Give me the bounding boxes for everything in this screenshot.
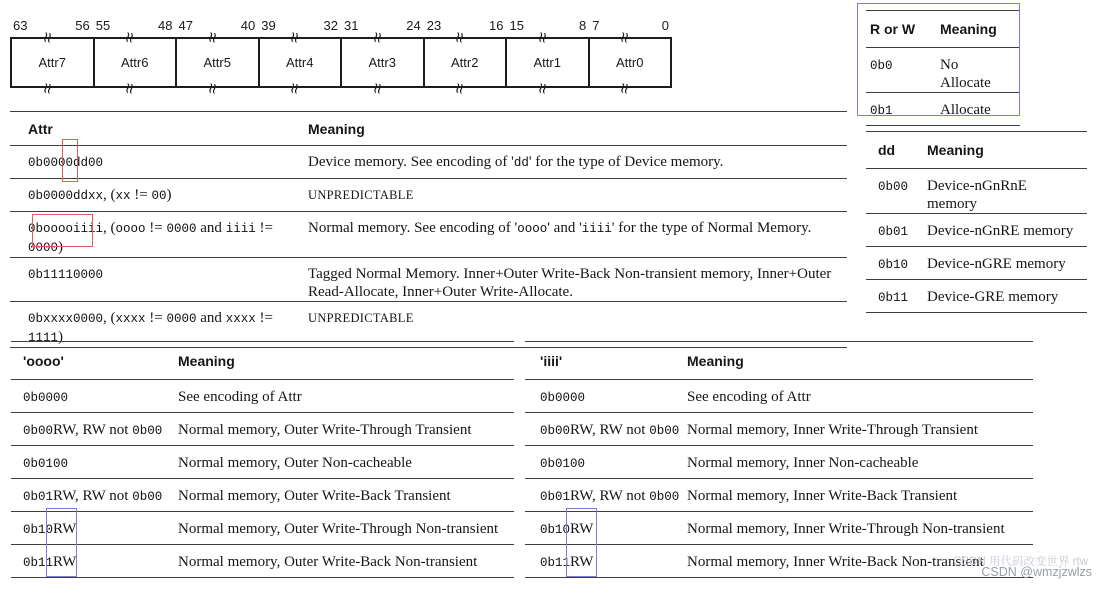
text-segment: dd <box>513 156 529 170</box>
bit-range-numbers <box>176 18 259 36</box>
code-cell <box>540 421 687 440</box>
text-segment: 0b0100 <box>540 457 586 471</box>
meaning-cell <box>927 288 1087 306</box>
text-segment: xx <box>115 189 131 203</box>
text-segment: Normal memory. See encoding of ' <box>308 220 518 236</box>
column-header: 'iiii' <box>540 353 563 369</box>
meaning-cell <box>308 153 847 172</box>
table-row <box>866 214 1087 247</box>
code-cell <box>540 520 687 539</box>
text-segment: Normal memory, Inner Write-Through Transient <box>687 422 979 438</box>
text-segment: RW <box>570 521 594 537</box>
text-segment: , ( <box>103 220 116 236</box>
text-segment: iiii <box>581 222 612 236</box>
bitfield-cell-attr0 <box>590 27 671 98</box>
bit-number: 7 <box>592 18 600 33</box>
bitfield-cell-label: Attr0 <box>616 55 644 70</box>
text-segment: RW, RW not <box>570 488 650 504</box>
text-segment: Normal memory, Inner Write-Back Transient <box>687 488 958 504</box>
bit-number: 47 <box>178 18 193 33</box>
break-mark-icon: ≀≀ <box>123 27 134 47</box>
column-header: dd <box>878 142 896 158</box>
break-mark-icon: ≀≀ <box>288 27 299 47</box>
bit-number: 8 <box>579 18 587 33</box>
text-segment: Normal memory, Inner Write-Through Non-transient <box>687 521 1005 537</box>
text-segment: != <box>130 187 152 203</box>
break-mark-icon: ≀≀ <box>41 78 52 98</box>
code-cell <box>540 388 687 407</box>
bitfield-cell-attr7 <box>12 27 95 98</box>
bit-range-numbers <box>93 18 176 36</box>
table-header-row <box>866 11 1020 48</box>
table-row <box>866 280 1087 313</box>
code-cell <box>28 265 308 284</box>
meaning-cell <box>308 219 847 238</box>
attr-encoding-table <box>10 111 847 348</box>
text-segment: 0b01 <box>878 225 909 239</box>
text-segment: 0b10 <box>23 523 54 537</box>
table-row <box>525 380 1033 413</box>
table-row <box>10 212 847 258</box>
bitfield-cell-attr1 <box>507 27 590 98</box>
text-segment: 0b00 <box>132 490 163 504</box>
text-segment: != <box>255 220 273 236</box>
break-mark-icon: ≀≀ <box>288 78 299 98</box>
text-segment: Normal memory, Outer Write-Through Non-transient <box>178 521 499 537</box>
bitfield-cell-attr2 <box>425 27 508 98</box>
text-segment: and <box>196 310 226 326</box>
text-segment: 0b10 <box>540 523 571 537</box>
code-cell <box>23 553 178 572</box>
text-segment: 0000 <box>28 241 59 255</box>
meaning-cell <box>927 255 1087 273</box>
table-header-row <box>866 132 1087 169</box>
text-segment: 0b0000 <box>540 391 586 405</box>
code-cell <box>23 421 178 440</box>
text-segment: 0b10 <box>878 258 909 272</box>
text-segment: 0b00 <box>132 424 163 438</box>
break-mark-icon: ≀≀ <box>371 78 382 98</box>
bit-number: 23 <box>426 18 442 33</box>
break-mark-icon: ≀≀ <box>536 78 547 98</box>
code-cell <box>28 186 308 205</box>
meaning-cell <box>927 177 1087 213</box>
text-segment: 0b0000dd00 <box>28 156 104 170</box>
text-segment: See encoding of Attr <box>178 389 302 405</box>
bitfield-cell-attr5 <box>177 27 260 98</box>
meaning-cell <box>687 421 1033 439</box>
code-cell <box>23 487 178 506</box>
meaning-cell <box>178 388 514 406</box>
text-segment: Allocate <box>940 102 991 118</box>
bit-number: 15 <box>509 18 524 33</box>
meaning-cell <box>308 186 847 204</box>
meaning-cell <box>308 265 847 301</box>
table-row <box>525 479 1033 512</box>
code-cell <box>23 388 178 407</box>
text-segment: , ( <box>103 187 116 203</box>
break-mark-icon: ≀≀ <box>206 78 217 98</box>
bit-number: 24 <box>406 18 421 33</box>
text-segment: 0000 <box>166 222 197 236</box>
text-segment: Device-nGnRE memory <box>927 223 1074 239</box>
text-segment: ) <box>58 239 64 255</box>
register-bitfield-diagram <box>10 18 672 98</box>
bitfield-cell-label: Attr3 <box>368 55 396 70</box>
code-cell <box>540 553 687 572</box>
break-mark-icon: ≀≀ <box>453 78 464 98</box>
text-segment: 0booooiiii <box>28 222 104 236</box>
code-cell <box>878 177 927 196</box>
meaning-cell <box>178 553 514 571</box>
text-segment: 0b0000 <box>23 391 69 405</box>
bit-number: 32 <box>323 18 338 33</box>
bitfield-cell-label: Attr6 <box>121 55 149 70</box>
text-segment: Normal memory, Outer Write-Back Transient <box>178 488 451 504</box>
text-segment: 0b00 <box>878 180 909 194</box>
meaning-cell <box>687 487 1033 505</box>
meaning-cell <box>687 388 1033 406</box>
meaning-cell <box>308 309 847 327</box>
table-row <box>11 545 514 578</box>
code-cell <box>28 219 308 257</box>
text-segment: Normal memory, Inner Write-Back Non-transient <box>687 554 984 570</box>
table-header-row <box>11 342 514 380</box>
text-segment: Device-GRE memory <box>927 289 1059 305</box>
text-segment: RW <box>570 554 594 570</box>
code-cell <box>878 222 927 241</box>
break-mark-icon: ≀≀ <box>123 78 134 98</box>
meaning-cell <box>178 454 514 472</box>
text-segment: Normal memory, Outer Write-Through Transient <box>178 422 472 438</box>
code-cell <box>28 153 308 172</box>
meaning-cell <box>940 101 1020 119</box>
break-mark-icon: ≀≀ <box>453 27 464 47</box>
code-cell <box>870 56 940 75</box>
break-mark-icon: ≀≀ <box>536 27 547 47</box>
text-segment: Device-nGnRnE memory <box>927 178 1027 212</box>
text-segment: Device memory. See encoding of ' <box>308 154 514 170</box>
text-segment: 0b11 <box>23 556 54 570</box>
meaning-cell <box>687 454 1033 472</box>
text-segment: Normal memory, Inner Non-cacheable <box>687 455 919 471</box>
meaning-cell <box>940 56 1020 92</box>
text-segment: ) <box>58 329 64 345</box>
meaning-cell <box>927 222 1087 240</box>
code-cell <box>540 454 687 473</box>
meaning-cell <box>178 421 514 439</box>
text-segment: and <box>196 220 226 236</box>
text-segment: 0000 <box>166 312 197 326</box>
bitfield-cell-label: Attr1 <box>533 55 561 70</box>
iiii-inner-attr-table <box>525 341 1033 578</box>
column-header: Meaning <box>940 21 997 37</box>
table-row <box>11 380 514 413</box>
text-segment: 0b0 <box>870 59 893 73</box>
meaning-cell <box>687 520 1033 538</box>
text-segment: 0bxxxx0000 <box>28 312 104 326</box>
table-row <box>10 258 847 302</box>
text-segment: != <box>145 310 167 326</box>
table-row <box>11 446 514 479</box>
bitfield-cell-label: Attr2 <box>451 55 479 70</box>
bit-range-numbers <box>10 18 93 36</box>
text-segment: UNPREDICTABLE <box>308 311 414 325</box>
bit-number: 40 <box>240 18 256 33</box>
table-row <box>866 48 1020 93</box>
text-segment: Device-nGRE memory <box>927 256 1066 272</box>
bit-number: 56 <box>75 18 90 33</box>
oooo-outer-attr-table <box>11 341 514 578</box>
break-mark-icon: ≀≀ <box>206 27 217 47</box>
text-segment: 0b11 <box>878 291 909 305</box>
text-segment: 0b00 <box>649 424 680 438</box>
text-segment: RW <box>53 521 77 537</box>
bit-range-numbers <box>507 18 590 36</box>
meaning-cell <box>178 520 514 538</box>
text-segment: 0b00 <box>23 424 54 438</box>
text-segment: UNPREDICTABLE <box>308 188 414 202</box>
text-segment: No Allocate <box>940 57 991 91</box>
watermark-csdn: CSDN @wmzjzwlzs <box>981 565 1092 579</box>
dd-device-type-table <box>866 131 1087 313</box>
text-segment: iiii <box>225 222 256 236</box>
bit-range-numbers <box>424 18 507 36</box>
bit-number: 16 <box>489 18 504 33</box>
text-segment: 0b11110000 <box>28 268 104 282</box>
table-row <box>11 413 514 446</box>
text-segment: ' for the type of Device memory. <box>528 154 724 170</box>
bit-number: 31 <box>344 18 359 33</box>
column-header: Meaning <box>178 353 235 369</box>
text-segment: See encoding of Attr <box>687 389 811 405</box>
text-segment: 0b0100 <box>23 457 69 471</box>
table-row <box>10 179 847 212</box>
column-header: Meaning <box>927 142 984 158</box>
break-mark-icon: ≀≀ <box>618 78 629 98</box>
bitfield-cell-attr3 <box>342 27 425 98</box>
break-mark-icon: ≀≀ <box>41 27 52 47</box>
text-segment: 0b01 <box>23 490 54 504</box>
bitfield-cell-attr4 <box>260 27 343 98</box>
text-segment: oooo <box>115 222 146 236</box>
text-segment: 00 <box>151 189 167 203</box>
bit-number: 63 <box>13 18 28 33</box>
text-segment: ) <box>166 187 172 203</box>
break-mark-icon: ≀≀ <box>618 27 629 47</box>
table-header-row <box>525 342 1033 380</box>
bit-range-numbers <box>341 18 424 36</box>
bitfield-cell-label: Attr5 <box>203 55 231 70</box>
bitfield-cell-label: Attr4 <box>286 55 314 70</box>
table-row <box>11 479 514 512</box>
table-row <box>525 446 1033 479</box>
table-row <box>866 169 1087 214</box>
bitfield-cell-attr6 <box>95 27 178 98</box>
text-segment: ' and ' <box>547 220 582 236</box>
code-cell <box>870 101 940 120</box>
text-segment: ' for the type of Normal Memory. <box>611 220 812 236</box>
meaning-cell <box>178 487 514 505</box>
table-row <box>525 512 1033 545</box>
column-header: Meaning <box>308 121 365 137</box>
r-or-w-allocate-table <box>866 10 1020 126</box>
text-segment: 0b11 <box>540 556 571 570</box>
table-row <box>866 247 1087 280</box>
text-segment: != <box>255 310 273 326</box>
column-header: R or W <box>870 21 916 37</box>
text-segment: 1111 <box>28 331 59 345</box>
table-header-row <box>10 112 847 146</box>
bitfield-cell-label: Attr7 <box>38 55 66 70</box>
text-segment: 0b1 <box>870 104 893 118</box>
text-segment: xxxx <box>225 312 256 326</box>
text-segment: oooo <box>517 222 548 236</box>
text-segment: != <box>145 220 167 236</box>
bit-number: 55 <box>95 18 111 33</box>
text-segment: 0b0000ddxx <box>28 189 104 203</box>
column-header: Attr <box>28 121 53 137</box>
table-row <box>11 512 514 545</box>
text-segment: RW, RW not <box>53 422 133 438</box>
code-cell <box>540 487 687 506</box>
text-segment: RW, RW not <box>53 488 133 504</box>
break-mark-icon: ≀≀ <box>371 27 382 47</box>
bit-number: 0 <box>661 18 669 33</box>
text-segment: , ( <box>103 310 116 326</box>
text-segment: Normal memory, Outer Write-Back Non-transient <box>178 554 478 570</box>
table-row <box>866 93 1020 126</box>
table-row <box>525 413 1033 446</box>
bit-range-numbers <box>258 18 341 36</box>
bit-range-numbers <box>589 18 672 36</box>
text-segment: Normal memory, Outer Non-cacheable <box>178 455 412 471</box>
bitfield-cells-row <box>10 27 672 98</box>
table-row <box>10 146 847 179</box>
text-segment: 0b01 <box>540 490 571 504</box>
text-segment: xxxx <box>115 312 146 326</box>
code-cell <box>23 520 178 539</box>
text-segment: 0b00 <box>649 490 680 504</box>
watermark-faint: CSDN 用代码改变世界 rtw <box>953 556 1088 568</box>
code-cell <box>23 454 178 473</box>
column-header: Meaning <box>687 353 744 369</box>
text-segment: Tagged Normal Memory. Inner+Outer Write-Back Non-transient memory, Inner+Outer Read-Allocate, Inner+Outer Write-Allocate. <box>308 266 832 300</box>
code-cell <box>878 288 927 307</box>
bit-number: 39 <box>261 18 276 33</box>
text-segment: RW <box>53 554 77 570</box>
column-header: 'oooo' <box>23 353 64 369</box>
text-segment: 0b00 <box>540 424 571 438</box>
bit-numbers-row <box>10 18 672 36</box>
text-segment: RW, RW not <box>570 422 650 438</box>
bit-number: 48 <box>158 18 173 33</box>
code-cell <box>878 255 927 274</box>
